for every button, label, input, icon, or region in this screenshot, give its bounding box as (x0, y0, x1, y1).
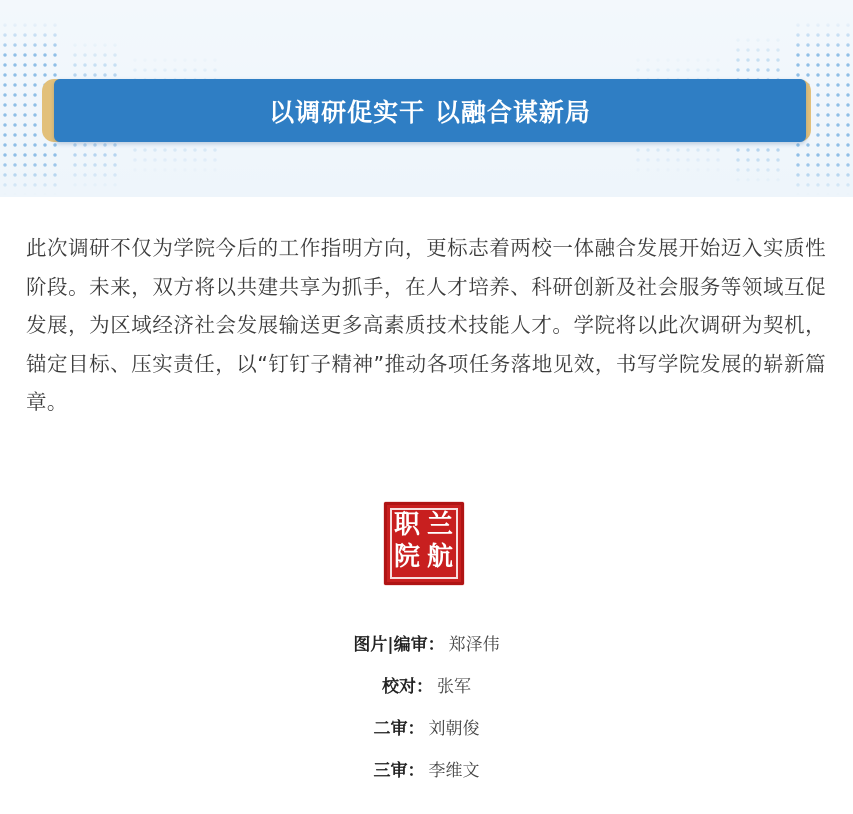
section-title-bar (54, 79, 806, 142)
article-paragraph: 此次调研不仅为学院今后的工作指明方向，更标志着两校一体融合发展开始迈入实质性阶段。未来，双方将以共建共享为抓手，在人才培养、科研创新及社会服务等领域互促发展，为区域经济社会发展输送更多高素质技术技能人才。学院将以此次调研为契机，锚定目标、压实责任，以“钉钉子精神”推动各项任务落地见效，书写学院发展的崭新篇章。 (26, 236, 826, 414)
credit-label: 校对 (382, 677, 416, 697)
credit-line-proofreader (0, 669, 853, 711)
credit-label: 二审 (373, 719, 408, 739)
credit-name: 李维文 (428, 761, 480, 781)
seal-glyph: 院 (394, 542, 421, 572)
credit-line-third-review (0, 753, 853, 795)
section-title: 以调研促实干 以融合谋新局 (269, 97, 591, 127)
credit-name: 张军 (437, 677, 471, 697)
editor-credits (0, 627, 853, 795)
credit-separator: ： (407, 719, 425, 739)
credit-separator: ： (416, 677, 433, 697)
header-banner (0, 0, 853, 197)
credit-name: 刘朝俊 (428, 719, 480, 739)
credit-line-photo-editor (0, 627, 853, 669)
college-seal-logo (384, 502, 464, 585)
credit-label: 图片|编审 (353, 635, 428, 655)
credit-separator: ： (427, 635, 445, 655)
credit-line-second-review (0, 711, 853, 753)
credit-name: 郑泽伟 (448, 635, 500, 655)
seal-glyph: 航 (427, 542, 454, 572)
credit-separator: ： (407, 761, 425, 781)
seal-glyph: 职 (394, 510, 421, 540)
credit-label: 三审 (373, 761, 408, 781)
seal-glyph: 兰 (427, 510, 454, 540)
